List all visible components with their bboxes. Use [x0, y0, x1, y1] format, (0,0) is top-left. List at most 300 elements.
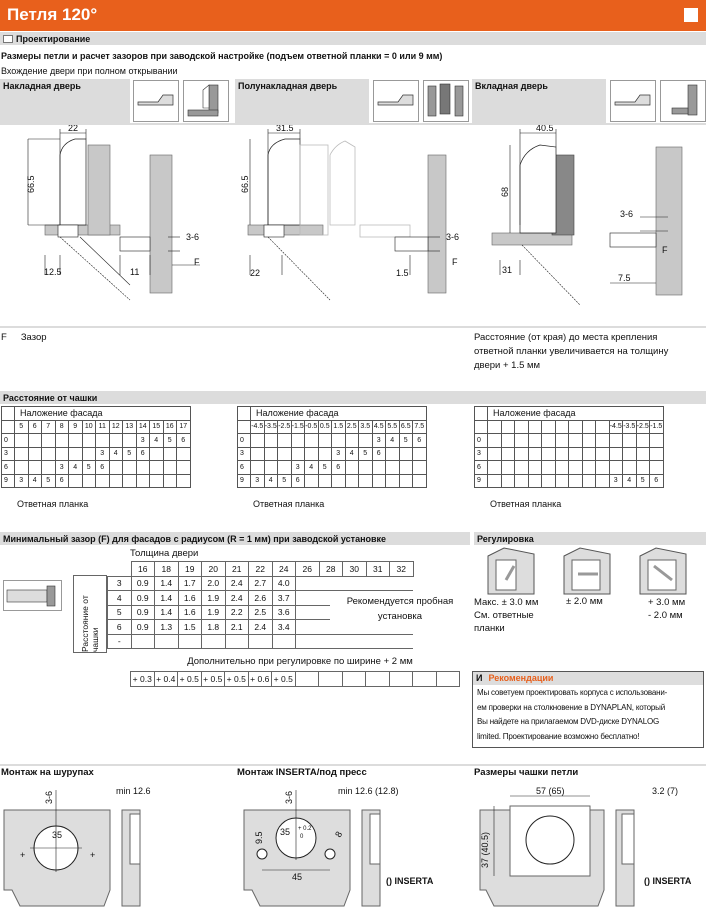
gap-cell: 1.4 [155, 591, 179, 606]
col-header [596, 420, 610, 434]
table-row [2, 434, 191, 448]
intro-line2: Вхождение двери при полном открывании [1, 66, 178, 76]
col-header: 10 [82, 420, 96, 434]
table-cell [555, 447, 569, 461]
adjust-width: ± 2.0 мм [566, 596, 603, 607]
table-cell: 5 [82, 461, 96, 475]
corner-cell [108, 562, 132, 577]
table-row [238, 434, 427, 448]
cup-distance-label [73, 575, 107, 653]
col-header: -2.5 [636, 420, 650, 434]
row-header: 6 [108, 620, 132, 635]
table-cell [596, 461, 610, 475]
table-cell: 6 [291, 474, 305, 488]
empty-cell [319, 672, 343, 687]
table-cell [501, 461, 515, 475]
table-cell [345, 474, 359, 488]
empty-cell [366, 576, 390, 591]
corner-cell [238, 420, 251, 434]
thickness-col: 24 [272, 562, 296, 577]
adjust-icons [474, 546, 706, 596]
table-cell [291, 434, 305, 448]
mount-drawings [0, 780, 706, 917]
col-header: -1.5 [291, 420, 305, 434]
half-door-drawing [240, 125, 459, 300]
table-row [2, 447, 191, 461]
row-header: 9 [238, 474, 251, 488]
col-header: -4.5 [251, 420, 265, 434]
col-header [555, 420, 569, 434]
table-cell [69, 474, 83, 488]
gap-cell: 2.2 [225, 605, 249, 620]
table-cell: 4 [305, 461, 319, 475]
dim-d2-bottom: 22 [250, 268, 261, 278]
col-header: -1.5 [650, 420, 664, 434]
table-cell: 4 [264, 474, 278, 488]
table-cell: 4 [150, 434, 164, 448]
screw-mount-drawing [4, 786, 151, 906]
col-header [528, 420, 542, 434]
table-cell [528, 447, 542, 461]
table-cell [28, 461, 42, 475]
gap-cell: 1.4 [155, 605, 179, 620]
plate-label-1 [1, 499, 231, 510]
inserta-note: () INSERTA [386, 876, 434, 886]
recommend-text [473, 685, 703, 745]
gap-cell: 0.9 [131, 605, 155, 620]
recommend-header [473, 672, 703, 685]
table-cell [109, 434, 123, 448]
overlay-header: Наложение фасада [251, 407, 427, 421]
table-cell [305, 474, 319, 488]
inset-door-drawing [492, 125, 682, 305]
row-header: 3 [2, 447, 15, 461]
row-header: 6 [2, 461, 15, 475]
table-cell [163, 447, 177, 461]
inset-note-l2: ответной планки увеличивается на толщину [474, 346, 669, 357]
col-header: 7 [42, 420, 56, 434]
gap-cell [272, 634, 296, 649]
col-header: 13 [123, 420, 137, 434]
table-cell [69, 434, 83, 448]
thickness-col: 21 [225, 562, 249, 577]
table-cell [123, 434, 137, 448]
empty-cell [343, 634, 367, 649]
gap-cell [178, 634, 202, 649]
table-cell [163, 461, 177, 475]
distance-table [237, 406, 427, 488]
door-type-overlay-label: Накладная дверь [3, 81, 81, 91]
table-cell [150, 461, 164, 475]
dim-d3-gap: 3-6 [620, 209, 634, 219]
inserta-w-dim: 45 [292, 872, 303, 882]
col-header [569, 420, 583, 434]
plate-label: Ответная планка [17, 499, 89, 509]
empty-cell [366, 672, 390, 687]
section-distance-label: Расстояние от чашки [3, 393, 98, 403]
table-cell: 3 [291, 461, 305, 475]
gap-cell: 1.6 [178, 605, 202, 620]
row-header: 4 [108, 591, 132, 606]
dim-d1-bottom: 12.5 [44, 267, 62, 277]
table-cell [542, 461, 556, 475]
plate-label-3 [474, 499, 704, 510]
table-cell: 3 [15, 474, 29, 488]
table-cell [42, 434, 56, 448]
empty-cell [319, 634, 343, 649]
table-cell [318, 434, 332, 448]
table-cell [332, 474, 346, 488]
table-cell [413, 447, 427, 461]
gap-cell: 3.6 [272, 605, 296, 620]
table-cell [636, 447, 650, 461]
overlay-door-drawing [26, 125, 200, 300]
recommend-l1: Мы советуем проектировать корпуса с использовани- [477, 688, 668, 697]
corner-marker [684, 8, 698, 22]
table-cell [582, 434, 596, 448]
table-row [108, 634, 414, 649]
table-row [475, 434, 664, 448]
table-cell [109, 474, 123, 488]
corner-cell [475, 407, 488, 421]
thickness-col: 32 [390, 562, 414, 577]
row-header: - [108, 634, 132, 649]
table-cell: 6 [177, 434, 191, 448]
table-cell [528, 434, 542, 448]
table-cell [28, 434, 42, 448]
table-cell [555, 461, 569, 475]
table-cell [413, 474, 427, 488]
overlay-thumbnails [133, 80, 229, 122]
col-header: 16 [163, 420, 177, 434]
table-cell: 3 [251, 474, 265, 488]
table-cell [623, 447, 637, 461]
gap-cell [131, 634, 155, 649]
table-cell [82, 434, 96, 448]
gap-cell [202, 634, 226, 649]
col-header [488, 420, 502, 434]
table-cell [650, 447, 664, 461]
recommend-l3: Вы найдете на прилагаемом DVD-диске DYNALOG [477, 717, 659, 726]
dim-d3-bottom: 31 [502, 265, 513, 275]
divider [0, 764, 706, 766]
table-cell: 6 [650, 474, 664, 488]
dim-d2-width: 31.5 [276, 125, 294, 133]
half-thumbnails [373, 80, 469, 122]
gap-cell: 2.0 [202, 576, 226, 591]
table-cell [69, 447, 83, 461]
table-cell [501, 447, 515, 461]
corner-cell [475, 420, 488, 434]
table-cell: 6 [96, 461, 110, 475]
table-cell [650, 461, 664, 475]
cup-size-label: Размеры чашки петли [474, 767, 579, 778]
gap-cell: 2.4 [225, 591, 249, 606]
table-cell [264, 434, 278, 448]
table-cell [177, 447, 191, 461]
gap-cell: 2.6 [249, 591, 273, 606]
table-cell [515, 434, 529, 448]
table-cell [636, 461, 650, 475]
table-cell [413, 461, 427, 475]
col-header: 0.5 [318, 420, 332, 434]
thickness-col: 28 [319, 562, 343, 577]
table-cell [609, 434, 623, 448]
extra-cell: + 0.4 [154, 672, 178, 687]
table-cell [582, 474, 596, 488]
table-cell [488, 447, 502, 461]
thickness-col: 26 [296, 562, 320, 577]
table-cell: 5 [123, 447, 137, 461]
gap-cell [225, 634, 249, 649]
table-cell [623, 434, 637, 448]
table-cell [609, 461, 623, 475]
table-cell [291, 447, 305, 461]
col-header: -3.5 [264, 420, 278, 434]
col-header: 6.5 [399, 420, 413, 434]
col-header [542, 420, 556, 434]
inserta-edge-dim: 3-6 [284, 790, 294, 804]
distance-table [474, 406, 664, 488]
table-cell [345, 461, 359, 475]
table-cell [569, 474, 583, 488]
table-cell [596, 434, 610, 448]
legend-f [1, 332, 47, 343]
table-cell [123, 461, 137, 475]
gap-cell: 1.6 [178, 591, 202, 606]
adjust-a1c: планки [474, 623, 505, 634]
empty-cell [343, 576, 367, 591]
door-type-overlay [0, 79, 130, 123]
empty-cell [319, 576, 343, 591]
table-cell [15, 434, 29, 448]
table-cell [359, 461, 373, 475]
adjust-a3b: - 2.0 мм [648, 610, 683, 621]
table-cell: 4 [386, 434, 400, 448]
extra-cell: + 0.5 [178, 672, 202, 687]
row-header: 5 [108, 605, 132, 620]
table-cell [55, 434, 69, 448]
svg-text:+: + [20, 850, 26, 860]
table-cell [345, 434, 359, 448]
table-cell: 6 [55, 474, 69, 488]
table-cell [569, 434, 583, 448]
table-row [238, 447, 427, 461]
gap-cell [249, 634, 273, 649]
table-cell [15, 447, 29, 461]
table-cell [332, 434, 346, 448]
recommend-box [472, 671, 704, 748]
screw-cup-dim: 35 [52, 830, 63, 840]
col-header: 4.5 [372, 420, 386, 434]
table-cell: 6 [413, 434, 427, 448]
empty-cell [296, 634, 320, 649]
dim-d3-plate: 7.5 [618, 273, 631, 283]
inset-thumbnails [610, 80, 706, 122]
table-row [2, 461, 191, 475]
row-header: 0 [238, 434, 251, 448]
gap-cell: 0.9 [131, 576, 155, 591]
table-cell [399, 447, 413, 461]
section-min-gap [0, 532, 470, 545]
col-header: -4.5 [609, 420, 623, 434]
table-row [108, 576, 414, 591]
gap-cell: 2.4 [249, 620, 273, 635]
page-title: Петля 120° [0, 0, 706, 31]
col-header: 1.5 [332, 420, 346, 434]
plate-label-2 [237, 499, 467, 510]
table-cell [264, 447, 278, 461]
gap-cell: 1.4 [155, 576, 179, 591]
table-cell [372, 461, 386, 475]
table-row [238, 474, 427, 488]
col-header: 14 [136, 420, 150, 434]
table-cell [318, 447, 332, 461]
inserta-cup-tol: + 0.2 [298, 826, 312, 832]
empty-cell [296, 620, 320, 635]
extra-table [130, 671, 460, 687]
row-header: 0 [475, 434, 488, 448]
recommend-title: Рекомендации [488, 673, 554, 683]
door-type-inset [472, 79, 606, 123]
col-header: -3.5 [623, 420, 637, 434]
extra-cell: + 0.5 [225, 672, 249, 687]
plate-label: Ответная планка [490, 499, 562, 509]
cup-min-dim: 3.2 (7) [652, 786, 679, 796]
section-adjust-label: Регулировка [477, 534, 534, 544]
table-row [2, 474, 191, 488]
row-header: 0 [2, 434, 15, 448]
table-cell [163, 474, 177, 488]
table-cell [582, 461, 596, 475]
table-cell: 5 [163, 434, 177, 448]
dim-d2-height: 66.5 [240, 175, 250, 193]
table-cell [251, 434, 265, 448]
table-cell [515, 461, 529, 475]
table-cell [542, 447, 556, 461]
expand-icon [3, 35, 13, 43]
table-cell: 3 [55, 461, 69, 475]
extra-label: Дополнительно при регулировке по ширине + 2 мм [187, 656, 413, 667]
table-cell [109, 461, 123, 475]
adjust-height [648, 596, 685, 622]
recommend-l4: limited. Проектирование возможно бесплатно! [477, 731, 640, 741]
table-cell [264, 461, 278, 475]
table-cell [305, 447, 319, 461]
table-cell [596, 474, 610, 488]
corner-cell [2, 407, 15, 421]
divider [0, 326, 706, 328]
table-cell [542, 434, 556, 448]
table-cell [372, 474, 386, 488]
adjust-height-icon [640, 548, 686, 594]
section-design-label: Проектирование [16, 34, 91, 44]
legend-f-label: Зазор [20, 332, 47, 343]
table-cell: 4 [28, 474, 42, 488]
table-cell [528, 461, 542, 475]
col-header: 5 [15, 420, 29, 434]
table-cell [177, 474, 191, 488]
table-cell [488, 461, 502, 475]
table-cell: 3 [136, 434, 150, 448]
gap-cell: 1.8 [202, 620, 226, 635]
gap-cell: 1.9 [202, 605, 226, 620]
table-cell [528, 474, 542, 488]
section-adjust [474, 532, 706, 545]
empty-cell [342, 672, 366, 687]
inserta-mount-drawing [244, 786, 434, 906]
table-cell [82, 474, 96, 488]
thickness-col: 16 [131, 562, 155, 577]
gap-cell [155, 634, 179, 649]
overlay-header: Наложение фасада [15, 407, 191, 421]
table-cell [386, 447, 400, 461]
gap-cell: 3.7 [272, 591, 296, 606]
thickness-col: 22 [249, 562, 273, 577]
cup-h-dim: 37 (40.5) [480, 831, 490, 868]
dim-d1-width: 22 [68, 125, 79, 133]
table-cell [15, 461, 29, 475]
screw-edge-dim: 3-6 [44, 790, 54, 804]
gap-cell: 2.4 [225, 576, 249, 591]
recommend-l2: ем проверки на столкновение в DYNAPLAN, который [477, 702, 665, 712]
cup-inserta-note: () INSERTA [644, 876, 692, 886]
col-header [582, 420, 596, 434]
table-cell: 5 [318, 461, 332, 475]
row-header: 6 [475, 461, 488, 475]
gap-cell: 1.9 [202, 591, 226, 606]
table-cell: 5 [359, 447, 373, 461]
row-header: 3 [108, 576, 132, 591]
empty-cell [390, 576, 414, 591]
gap-cell: 2.1 [225, 620, 249, 635]
cup-w-dim: 57 (65) [536, 786, 565, 796]
col-header: 2.5 [345, 420, 359, 434]
table-cell [278, 461, 292, 475]
table-cell [278, 447, 292, 461]
section-distance [0, 391, 706, 404]
table-row [475, 447, 664, 461]
gap-cell: 1.3 [155, 620, 179, 635]
table-cell [515, 474, 529, 488]
dim-d2-plate: 1.5 [396, 268, 409, 278]
table-row [475, 461, 664, 475]
dim-d2-f: F [452, 257, 458, 267]
table-cell [96, 434, 110, 448]
table-cell [359, 474, 373, 488]
dim-d2-gap: 3-6 [446, 232, 460, 242]
empty-cell [389, 672, 413, 687]
empty-cell [413, 672, 437, 687]
col-header: -0.5 [305, 420, 319, 434]
row-header: 9 [2, 474, 15, 488]
mount-screw-label: Монтаж на шурупах [1, 767, 94, 778]
table-cell [42, 447, 56, 461]
table-cell [82, 447, 96, 461]
table-cell [318, 474, 332, 488]
row-header: 3 [475, 447, 488, 461]
inset-note-l3: двери + 1.5 мм [474, 360, 541, 371]
gap-cell: 1.5 [178, 620, 202, 635]
col-header: 17 [177, 420, 191, 434]
cup-size-drawing [480, 786, 692, 906]
table-cell: 5 [42, 474, 56, 488]
inset-note-l1: Расстояние (от края) до места крепления [474, 332, 658, 343]
adjust-depth [474, 596, 538, 635]
dim-d3-f: F [662, 245, 668, 255]
table-cell [28, 447, 42, 461]
empty-cell [295, 672, 319, 687]
